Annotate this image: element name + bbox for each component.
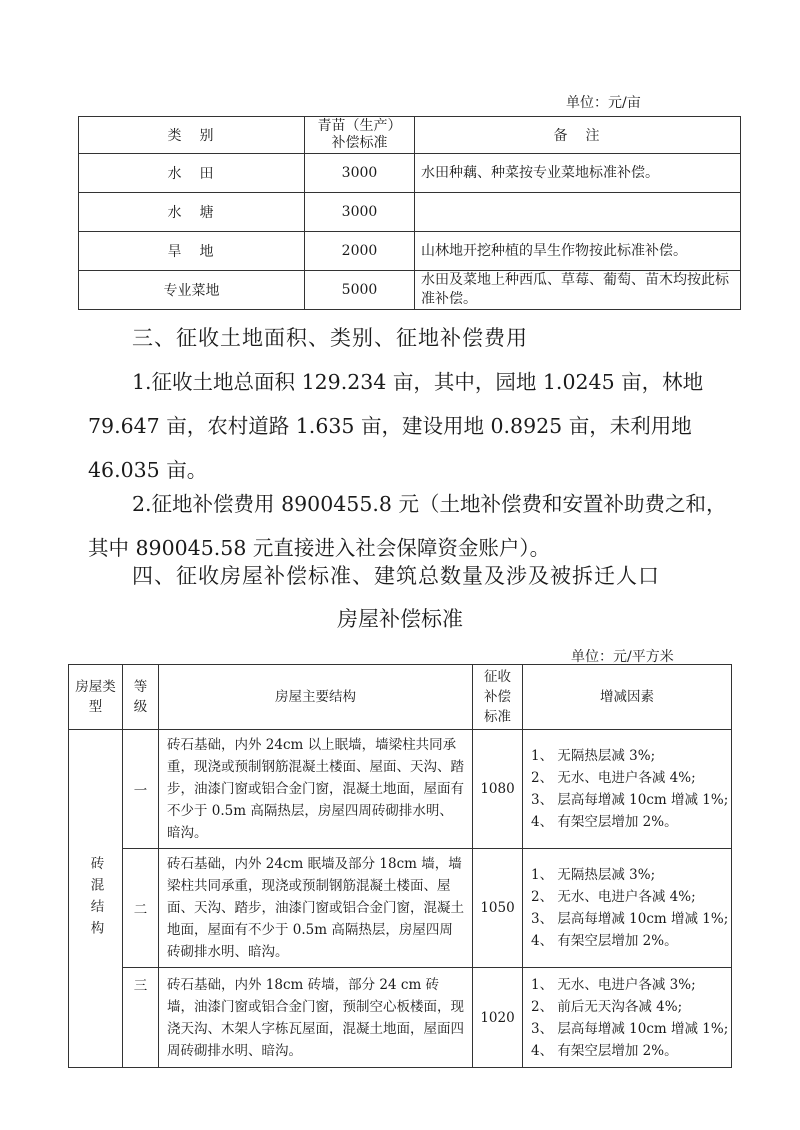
factor-item: 1、 无隔热层减 3%;: [531, 748, 656, 764]
table-row: [79, 154, 741, 193]
type-cell: [69, 730, 123, 1068]
row-category: 水 田: [79, 154, 305, 193]
header-standard: 征收补偿标准: [473, 665, 523, 730]
table-row: [79, 193, 741, 232]
header-type: 房屋类型: [69, 665, 123, 730]
factors-cell: [523, 849, 732, 968]
table2-unit: 单位：元/平方米: [571, 649, 674, 665]
standard-cell: 1020: [473, 968, 523, 1068]
factor-item: 2、 前后无天沟各减 4%;: [531, 998, 683, 1015]
table1-unit: 单位：元/亩: [566, 95, 641, 111]
section3-paragraph-1: 1.征收土地总面积 129.234 亩，其中，园地 1.0245 亩，林地 79.647 亩，农村道路 1.635 亩，建设用地 0.8925 亩，未利用地 46.035 亩。: [88, 370, 704, 482]
section3-paragraph-2: 2.征地补偿费用 8900455.8 元（土地补偿费和安置补助费之和，其中 890045.58 元直接进入社会保障资金账户）。: [88, 492, 727, 560]
factor-item: 1、 无水、电进户各减 3%;: [531, 976, 696, 993]
grade-cell: 二: [123, 849, 159, 968]
standard-cell: 1080: [473, 730, 523, 849]
header-standard: 青苗（生产）补偿标准: [305, 117, 415, 154]
table-row: [79, 271, 741, 310]
row-category: 专业菜地: [79, 271, 305, 310]
structure-cell: 砖石基础，内外 18cm 砖墙，部分 24 cm 砖墙，油漆门窗或铝合金门窗，预制空心板楼面，现浇天沟、木架人字栋瓦屋面，混凝土地面，屋面四周砖砌排水明、暗沟。: [159, 968, 473, 1068]
grade-cell: 一: [123, 730, 159, 849]
table-row: [69, 730, 732, 849]
factor-item: 2、 无水、电进户各减 4%;: [531, 889, 696, 905]
factor-item: 4、 有架空层增加 2%。: [531, 1042, 678, 1059]
row-note: [415, 193, 741, 232]
row-standard: 5000: [305, 271, 415, 310]
standard-cell: 1050: [473, 849, 523, 968]
table-row: [69, 849, 732, 968]
row-standard: 2000: [305, 232, 415, 271]
factor-item: 2、 无水、电进户各减 4%;: [531, 770, 696, 786]
section4-heading: 四、征收房屋补偿标准、建筑总数量及涉及被拆迁人口: [132, 564, 660, 588]
factor-item: 3、 层高每增减 10cm 增减 1%;: [531, 1020, 729, 1037]
factor-item: 3、 层高每增减 10cm 增减 1%;: [531, 792, 729, 808]
factors-cell: [523, 968, 732, 1068]
row-standard: 3000: [305, 154, 415, 193]
header-structure: 房屋主要结构: [159, 665, 473, 730]
factor-item: 1、 无隔热层减 3%;: [531, 867, 656, 883]
header-category: 类 别: [79, 117, 305, 154]
row-standard: 3000: [305, 193, 415, 232]
header-grade: 等级: [123, 665, 159, 730]
row-category: 旱 地: [79, 232, 305, 271]
table-header-row: [69, 665, 732, 730]
table-row: [69, 968, 732, 1068]
type-label: 砖混结构: [87, 855, 104, 942]
factor-item: 4、 有架空层增加 2%。: [531, 814, 678, 830]
structure-cell: 砖石基础，内外 24cm 眠墙及部分 18cm 墙，墙梁柱共同承重，现浇或预制钢筋混凝土楼面、屋面、天沟、踏步，油漆门窗或铝合金门窗，混凝土地面，屋面有不少于 0.5m 高隔热层，房屋四周砖砌排水明、暗沟。: [159, 849, 473, 968]
table-row: [79, 232, 741, 271]
seedling-compensation-table: [78, 116, 741, 310]
row-note: 水田种藕、种菜按专业菜地标准补偿。: [415, 154, 741, 193]
row-note: 水田及菜地上种西瓜、草莓、葡萄、苗木均按此标准补偿。: [415, 271, 741, 310]
structure-cell: 砖石基础，内外 24cm 以上眠墙，墙梁柱共同承重，现浇或预制钢筋混凝土楼面、屋面、天沟、踏步，油漆门窗或铝合金门窗，混凝土地面，屋面有不少于 0.5m 高隔热层，房屋四周砖砌排水明、暗沟。: [159, 730, 473, 849]
header-factors: 增减因素: [523, 665, 732, 730]
factor-item: 3、 层高每增减 10cm 增减 1%;: [531, 911, 729, 927]
house-compensation-table: [68, 664, 732, 1068]
header-note: 备 注: [415, 117, 741, 154]
grade-cell: 三: [123, 968, 159, 1068]
factor-item: 4、 有架空层增加 2%。: [531, 933, 678, 949]
factors-cell: [523, 730, 732, 849]
table-header-row: [79, 117, 741, 154]
house-compensation-title: 房屋补偿标准: [337, 607, 463, 631]
row-note: 山林地开挖种植的旱生作物按此标准补偿。: [415, 232, 741, 271]
section3-heading: 三、征收土地面积、类别、征地补偿费用: [132, 326, 528, 350]
row-category: 水 塘: [79, 193, 305, 232]
